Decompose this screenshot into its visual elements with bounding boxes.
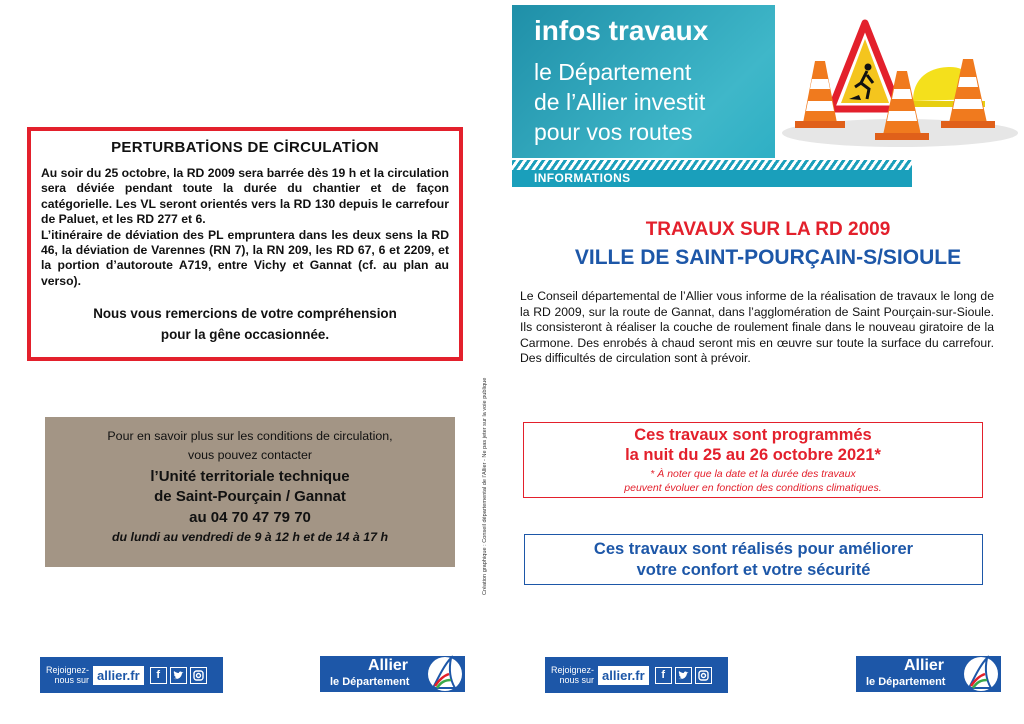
contact-box [45,417,455,567]
perturbations-box [27,127,463,361]
improve-line-1: Ces travaux sont réalisés pour améliorer [593,540,914,558]
allier-logo-mark-icon [421,654,465,694]
contact-phone: au 04 70 47 79 70 [189,509,311,526]
perturbations-title: PERTURBATİONS DE CİRCULATİON [111,139,379,156]
perturbations-body [41,166,449,289]
twitter-icon[interactable] [170,667,187,684]
join-line-1: Rejoignez- [46,665,90,675]
allier-logo-right [856,656,1001,692]
perturbations-paragraph-2: L’itinéraire de déviation des PL empruntera dans les deux sens la RD 46, la déviation de Varennes (RN 7), la RN 209, les RD 67, 6 et 2209, et la portion d’autoroute A719, entre Vichy et Gannat (cf. au plan au verso). [41,227,449,288]
header-subtitle [534,57,705,147]
facebook-icon[interactable]: f [655,667,672,684]
intro-paragraph: Le Conseil départemental de l’Allier vous informe de la réalisation de travaux le long de la RD 2009, sur la route de Gannat, dans l’agglomération de Saint Pourçain-sur-Sioule. Ils consisteront à réaliser la couche de roulement finale dans le nouveau giratoire de la Carmone. Des enrobés à chaud seront mis en œuvre sur toute la surface du carrefour. Des difficultés de circulation sont à prévoir. [520,289,994,366]
logo-departement-text: le Département [330,676,410,688]
logo-allier-text: Allier [368,657,409,674]
dates-line-1: Ces travaux sont programmés [634,426,872,444]
header-line-1: le Département [534,59,692,85]
contact-unit-2: de Saint-Pourçain / Gannat [154,488,346,505]
contact-line-1: Pour en savoir plus sur les conditions de circulation, [107,429,393,443]
dates-note-2: peuvent évoluer en fonction des conditions climatiques. [624,482,882,494]
facebook-icon[interactable]: f [150,667,167,684]
thanks-line-2: pour la gêne occasionnée. [160,327,330,343]
header-title: infos travaux [534,15,709,46]
site-link[interactable]: allier.fr [93,666,144,685]
contact-hours: du lundi au vendredi de 9 à 12 h et de 14 à 17 h [111,530,389,544]
join-text [46,665,89,685]
join-line-1: Rejoignez- [551,665,595,675]
perturbations-paragraph-1: Au soir du 25 octobre, la RD 2009 sera barrée dès 19 h et la circulation sera déviée pendant toute la durée du chantier et de façon catégorielle. Les VL seront orientés vers la RD 130 depuis le carrefour de Paluet, et les RD 277 et 6. [41,166,449,227]
join-text [551,665,594,685]
instagram-icon[interactable] [190,667,207,684]
contact-unit-1: l’Unité territoriale technique [150,468,350,485]
informations-bar: INFORMATIONS [512,170,912,187]
instagram-icon[interactable] [695,667,712,684]
dates-box [523,422,983,498]
roadworks-illustration-icon [775,5,1024,158]
allier-logo-left [320,656,465,692]
footer-social-left [40,657,223,693]
logo-allier-text: Allier [904,657,945,674]
headline-red: TRAVAUX SUR LA RD 2009 [645,219,891,240]
headline-blue: VILLE DE SAINT-POURÇAIN-S/SIOULE [574,246,962,269]
dates-line-2: la nuit du 25 au 26 octobre 2021* [625,446,881,464]
site-link[interactable]: allier.fr [598,666,649,685]
footer-social-right [545,657,728,693]
header-line-2: de l’Allier investit [534,89,706,115]
credit-text: Création graphique : Conseil départemental de l’Allier - Ne pas jeter sur la voie publique [482,377,488,595]
dates-note-1: * À noter que la date et la durée des travaux [650,468,856,480]
improve-box [524,534,983,585]
twitter-icon[interactable] [675,667,692,684]
join-line-2: nous sur [54,675,90,685]
perturbations-thanks [41,303,449,345]
allier-logo-mark-icon [957,654,1001,694]
logo-departement-text: le Département [866,676,946,688]
improve-line-2: votre confort et votre sécurité [636,561,871,579]
thanks-line-1: Nous vous remercions de votre compréhension [93,306,397,322]
header-line-3: pour vos routes [534,119,693,145]
join-line-2: nous sur [559,675,595,685]
contact-line-2: vous pouvez contacter [188,448,312,462]
header-stripes [512,160,912,170]
